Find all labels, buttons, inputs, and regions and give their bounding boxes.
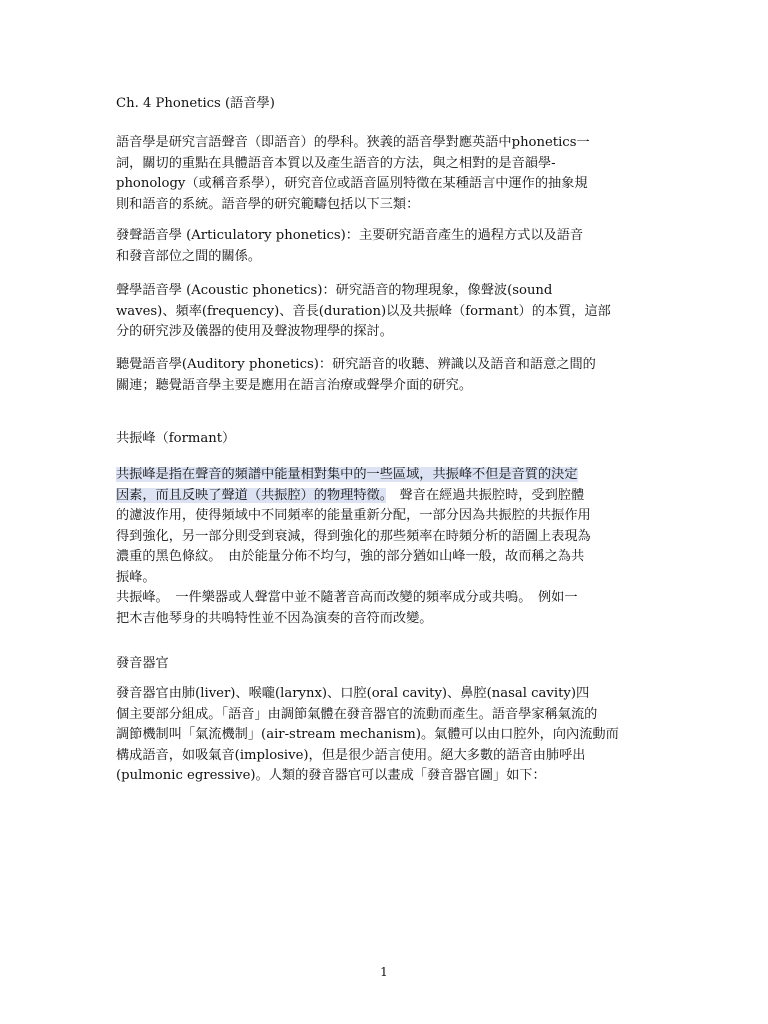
text-line: 則和語音的系統。語音學的研究範疇包括以下三類： <box>116 196 420 212</box>
page-number: 1 <box>380 965 388 979</box>
text-line: 調節機制叫「氣流機制」(air-stream mechanism)。氣體可以由口腔外，向內流動而 <box>116 727 619 742</box>
text-line: 語音學是研究言語聲音（即語音）的學科。狹義的語音學對應英語中phonetics一 <box>116 135 590 150</box>
text-line: 得到強化，另一部分則受到衰減，得到強化的那些頻率在時頻分析的語圖上表現為 <box>116 528 591 544</box>
text-line: 分的研究涉及儀器的使用及聲波物理學的探討。 <box>116 324 393 339</box>
text-line: 聽覺語音學(Auditory phonetics)：研究語音的收聽、辨識以及語音和語意之間的 <box>116 357 596 372</box>
text-line: 聲學語音學 (Acoustic phonetics)：研究語音的物理現象，像聲波(sound <box>116 283 553 298</box>
text-line: 發音器官由肺(liver)、喉嚨(larynx)、口腔(oral cavity)、鼻腔(nasal cavity)四 <box>116 686 590 701</box>
section-heading: 發音器官 <box>116 656 169 671</box>
intro-paragraph <box>116 133 656 215</box>
text-line: 共振峰。 一件樂器或人聲當中並不隨著音高而改變的頻率成分或共鳴。 例如一 <box>116 590 578 605</box>
text-line: 濃重的黑色條紋。 由於能量分佈不均勻，強的部分猶如山峰一般，故而稱之為共 <box>116 549 585 564</box>
auditory-paragraph <box>116 355 656 396</box>
text-line: 詞，關切的重點在具體語音本質以及產生語音的方法，與之相對的是音韻學- <box>116 155 556 171</box>
text-line: phonology（或稱音系學），研究音位或語音區別特徵在某種語言中運作的抽象規 <box>116 176 588 191</box>
text-line: 振峰。 <box>116 569 156 585</box>
formant-paragraph <box>116 465 656 629</box>
section-heading: 共振峰（formant） <box>116 431 236 446</box>
chapter-title <box>116 94 656 115</box>
highlighted-text: 因素，而且反映了聲道（共振腔）的物理特徵。 <box>116 487 387 503</box>
text-line: 個主要部分組成。「語音」由調節氣體在發音器官的流動而產生。語音學家稱氣流的 <box>116 706 598 722</box>
text-line: 和發音部位之間的關係。 <box>116 248 262 264</box>
text-line: 發聲語音學 (Articulatory phonetics)：主要研究語音產生的過程方式以及語音 <box>116 228 584 243</box>
text-line: 構成語音，如吸氣音(implosive)，但是很少語言使用。絕大多數的語音由肺呼出 <box>116 747 586 763</box>
organs-heading <box>116 654 656 675</box>
articulatory-paragraph <box>116 226 656 267</box>
formant-heading <box>116 429 656 450</box>
highlighted-text: 共振峰是指在聲音的頻譜中能量相對集中的一些區域，共振峰不但是音質的決定 <box>116 467 578 482</box>
acoustic-paragraph <box>116 281 656 343</box>
organs-paragraph <box>116 684 656 787</box>
chapter-title-text: Ch. 4 Phonetics (語音學) <box>116 96 275 111</box>
text-line: waves)、頻率(frequency)、音長(duration)以及共振峰（formant）的本質，這部 <box>116 303 611 319</box>
text-span: 聲音在經過共振腔時，受到腔體 <box>386 487 585 503</box>
text-line: 的濾波作用，使得頻域中不同頻率的能量重新分配，一部分因為共振腔的共振作用 <box>116 508 591 523</box>
text-line: 關連；聽覺語音學主要是應用在語言治療或聲學介面的研究。 <box>116 377 473 393</box>
text-line: 把木吉他琴身的共鳴特性並不因為演奏的音符而改變。 <box>116 610 433 626</box>
text-line: (pulmonic egressive)。人類的發音器官可以畫成「發音器官圖」如下： <box>116 768 546 783</box>
